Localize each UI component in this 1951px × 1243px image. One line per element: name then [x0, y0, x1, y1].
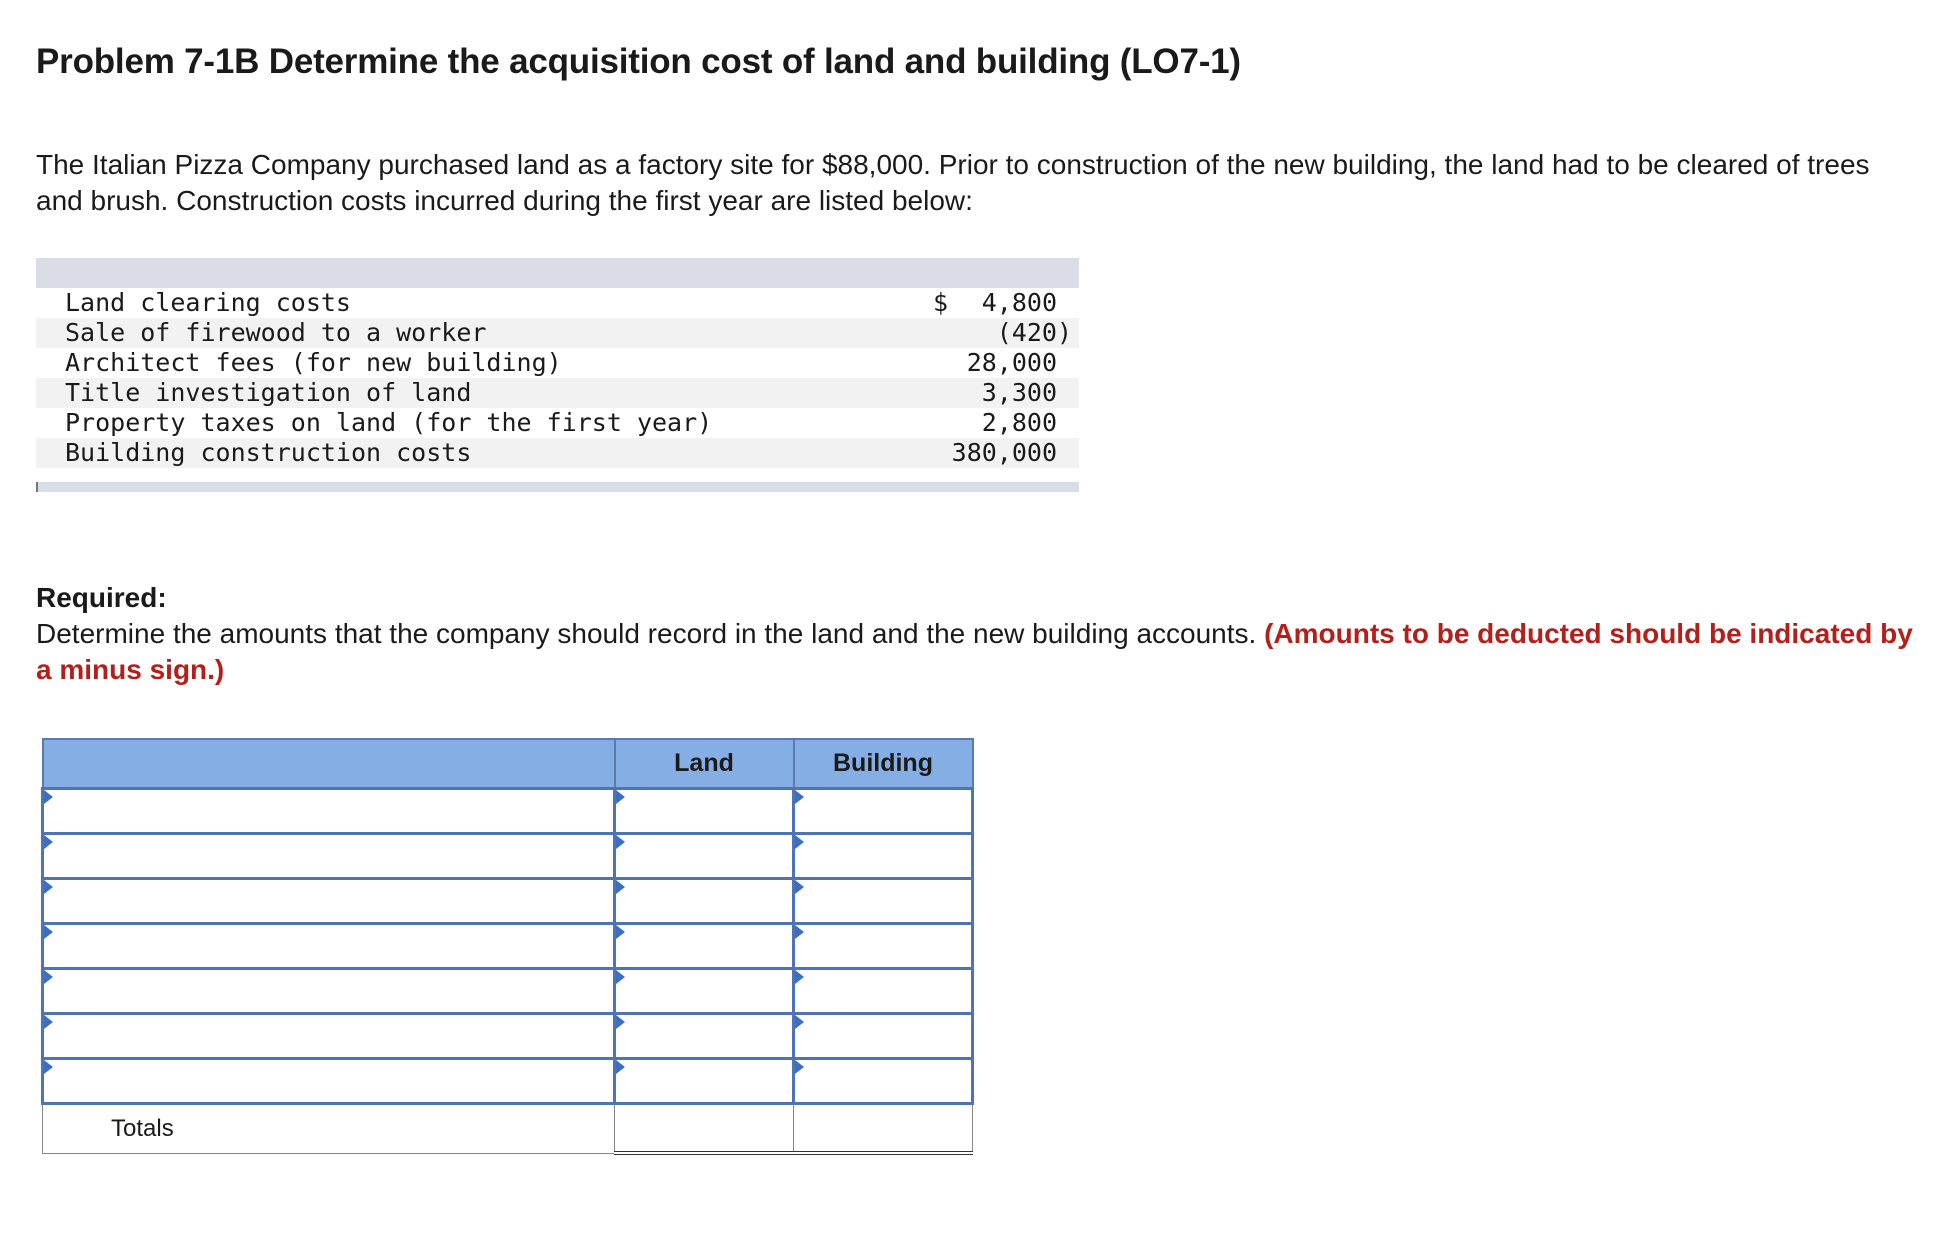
cost-list: [36, 258, 1079, 498]
description-select[interactable]: [44, 970, 613, 1012]
description-select-cell[interactable]: [43, 879, 615, 924]
cost-label: Architect fees (for new building): [65, 348, 562, 377]
cost-list-header: [36, 258, 1079, 288]
dropdown-marker-icon: [44, 1060, 53, 1074]
description-select-cell[interactable]: [43, 924, 615, 969]
required-section: [36, 580, 1916, 688]
cost-amount: 4,800: [981, 288, 1057, 317]
cost-amount: 28,000: [966, 348, 1057, 377]
dropdown-marker-icon: [795, 970, 804, 984]
dropdown-marker-icon: [616, 970, 625, 984]
required-note: (Amounts to be deducted should be indicated by a minus sign.): [36, 618, 1913, 685]
description-select[interactable]: [44, 790, 613, 832]
dropdown-marker-icon: [795, 790, 804, 804]
land-total-cell: [615, 1104, 794, 1154]
description-select-cell[interactable]: [43, 1059, 615, 1104]
dropdown-marker-icon: [44, 790, 53, 804]
dropdown-marker-icon: [44, 970, 53, 984]
answer-row: [43, 789, 973, 834]
building-input-cell[interactable]: [794, 1059, 973, 1104]
dropdown-marker-icon: [795, 1060, 804, 1074]
land-input[interactable]: [616, 880, 792, 922]
cost-label: Sale of firewood to a worker: [65, 318, 487, 347]
building-input-cell[interactable]: [794, 969, 973, 1014]
answer-table-header: [43, 739, 973, 789]
answer-row: [43, 1014, 973, 1059]
land-input-cell[interactable]: [615, 969, 794, 1014]
dropdown-marker-icon: [616, 880, 625, 894]
description-select[interactable]: [44, 925, 613, 967]
building-input[interactable]: [795, 880, 971, 922]
answer-row: [43, 1059, 973, 1104]
column-header-land: Land: [615, 739, 794, 789]
land-input-cell[interactable]: [615, 789, 794, 834]
description-select[interactable]: [44, 1060, 613, 1102]
description-select[interactable]: [44, 1015, 613, 1057]
cost-label: Building construction costs: [65, 438, 472, 467]
building-input[interactable]: [795, 790, 971, 832]
land-input[interactable]: [616, 835, 792, 877]
building-input-cell[interactable]: [794, 924, 973, 969]
answer-row: [43, 879, 973, 924]
dropdown-marker-icon: [795, 925, 804, 939]
land-input[interactable]: [616, 1015, 792, 1057]
answer-row: [43, 969, 973, 1014]
dropdown-marker-icon: [44, 835, 53, 849]
currency-symbol: $: [933, 288, 949, 317]
description-select-cell[interactable]: [43, 969, 615, 1014]
cost-amount: 2,800: [981, 408, 1057, 437]
cost-row: [36, 378, 1079, 408]
land-input[interactable]: [616, 790, 792, 832]
answer-row: [43, 924, 973, 969]
cost-row: [36, 288, 1079, 318]
dropdown-marker-icon: [616, 1060, 625, 1074]
dropdown-marker-icon: [795, 835, 804, 849]
required-text: Determine the amounts that the company should record in the land and the new building accounts.: [36, 618, 1257, 649]
land-input-cell[interactable]: [615, 834, 794, 879]
dropdown-marker-icon: [44, 880, 53, 894]
cost-label: Title investigation of land: [65, 378, 472, 407]
description-select-cell[interactable]: [43, 789, 615, 834]
cost-amount: 3,300: [981, 378, 1057, 407]
cost-amount: 380,000: [951, 438, 1057, 467]
problem-title: Problem 7-1B Determine the acquisition cost of land and building (LO7-1): [36, 42, 1241, 81]
required-heading: Required:: [36, 582, 167, 613]
building-input-cell[interactable]: [794, 879, 973, 924]
building-input[interactable]: [795, 835, 971, 877]
totals-label: Totals: [43, 1104, 615, 1154]
dropdown-marker-icon: [44, 925, 53, 939]
land-input-cell[interactable]: [615, 879, 794, 924]
building-input[interactable]: [795, 925, 971, 967]
building-total-cell: [794, 1104, 973, 1154]
totals-row: [43, 1104, 973, 1154]
land-input[interactable]: [616, 970, 792, 1012]
dropdown-marker-icon: [795, 1015, 804, 1029]
dropdown-marker-icon: [44, 1015, 53, 1029]
dropdown-marker-icon: [616, 1015, 625, 1029]
column-header-description: [43, 739, 615, 789]
building-input-cell[interactable]: [794, 834, 973, 879]
dropdown-marker-icon: [616, 790, 625, 804]
description-select[interactable]: [44, 880, 613, 922]
land-input[interactable]: [616, 925, 792, 967]
building-input[interactable]: [795, 970, 971, 1012]
cost-row: [36, 438, 1079, 468]
building-input[interactable]: [795, 1015, 971, 1057]
cost-list-footer: [36, 482, 1079, 492]
description-select-cell[interactable]: [43, 834, 615, 879]
answer-table: [41, 738, 974, 1155]
problem-intro: The Italian Pizza Company purchased land as a factory site for $88,000. Prior to construction of the new building, the land had to be cleared of trees and brush. Construction costs incurred during the first year are listed below:: [36, 149, 1870, 216]
dropdown-marker-icon: [795, 880, 804, 894]
cost-row: [36, 408, 1079, 438]
building-input-cell[interactable]: [794, 789, 973, 834]
description-select-cell[interactable]: [43, 1014, 615, 1059]
cost-label: Land clearing costs: [65, 288, 351, 317]
land-input-cell[interactable]: [615, 924, 794, 969]
dropdown-marker-icon: [616, 835, 625, 849]
column-header-building: Building: [794, 739, 973, 789]
cost-row: [36, 348, 1079, 378]
answer-row: [43, 834, 973, 879]
land-input-cell[interactable]: [615, 1014, 794, 1059]
land-input[interactable]: [616, 1060, 792, 1102]
cost-row: [36, 318, 1079, 348]
description-select[interactable]: [44, 835, 613, 877]
building-input-cell[interactable]: [794, 1014, 973, 1059]
cost-label: Property taxes on land (for the first year): [65, 408, 713, 437]
building-input[interactable]: [795, 1060, 971, 1102]
cost-amount: (420): [996, 318, 1072, 347]
land-input-cell[interactable]: [615, 1059, 794, 1104]
dropdown-marker-icon: [616, 925, 625, 939]
